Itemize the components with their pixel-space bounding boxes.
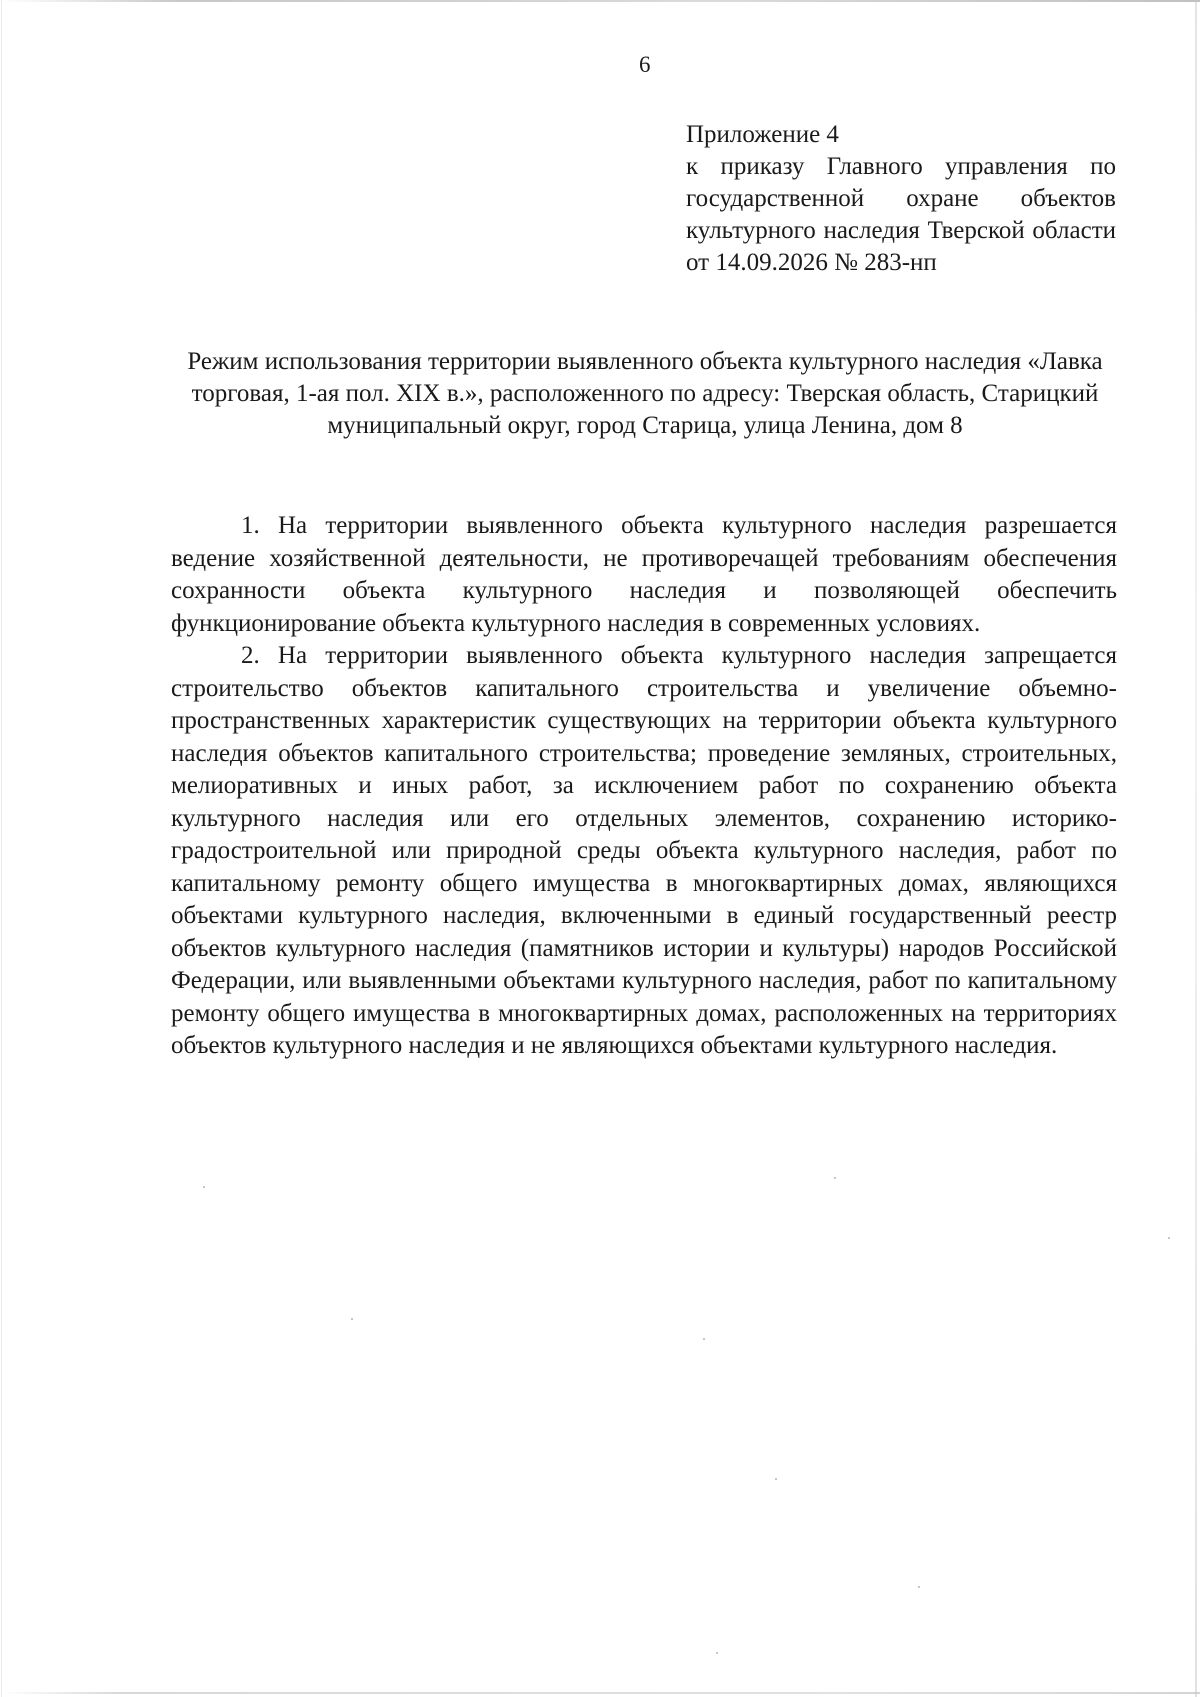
scan-speck	[703, 1338, 705, 1340]
scan-speck	[775, 1478, 777, 1480]
scan-speck	[834, 1177, 836, 1179]
scan-speck	[1168, 1237, 1170, 1239]
document-title: Режим использования территории выявленного объекта культурного наследия «Лавка торговая, 1-ая пол. XIX в.», расположенного по адресу: Тверская область, Старицкий муниципальный округ, город Старица, улица Ленина, дом 8	[187, 348, 1103, 439]
scan-edge-top	[0, 0, 1200, 2]
scan-speck	[918, 1586, 920, 1588]
scan-speck	[351, 1318, 353, 1320]
document-body	[171, 510, 1117, 1063]
scan-edge-right	[1195, 0, 1197, 1697]
appendix-reference: к приказу Главного управления по государственной охране объектов культурного наследия Тверской области от 14.09.2026 № 283-нп	[686, 153, 1116, 276]
scan-edge-bottom	[0, 1692, 1200, 1694]
paragraph-1: 1. На территории выявленного объекта культурного наследия разрешается ведение хозяйственной деятельности, не противоречащей требованиям обеспечения сохранности объекта культурного наследия и позволяющей обеспечить функционирование объекта культурного наследия в современных условиях.	[171, 512, 1117, 637]
scan-edge-left	[1, 0, 2, 1697]
appendix-title: Приложение 4	[686, 121, 839, 148]
paragraph-2: 2. На территории выявленного объекта культурного наследия запрещается строительство объектов капитального строительства и увеличение объемно-пространственных характеристик существующих на территории объекта культурного наследия объектов капитального строительства; проведение земляных, строительных, мелиоративных и иных работ, за исключением работ по сохранению объекта культурного наследия или его отдельных элементов, сохранению историко-градостроительной или природной среды объекта культурного наследия, работ по капитальному ремонту общего имущества в многоквартирных домах, являющихся объектами культурного наследия, включенными в единый государственный реестр объектов культурного наследия (памятников истории и культуры) народов Российской Федерации, или выявленными объектами культурного наследия, работ по капитальному ремонту общего имущества в многоквартирных домах, расположенных на территориях объектов культурного наследия и не являющихся объектами культурного наследия.	[171, 642, 1117, 1059]
page-number: 6	[639, 52, 651, 77]
scan-speck	[716, 1652, 718, 1654]
appendix-block	[686, 119, 1116, 279]
scan-speck	[203, 1186, 205, 1188]
